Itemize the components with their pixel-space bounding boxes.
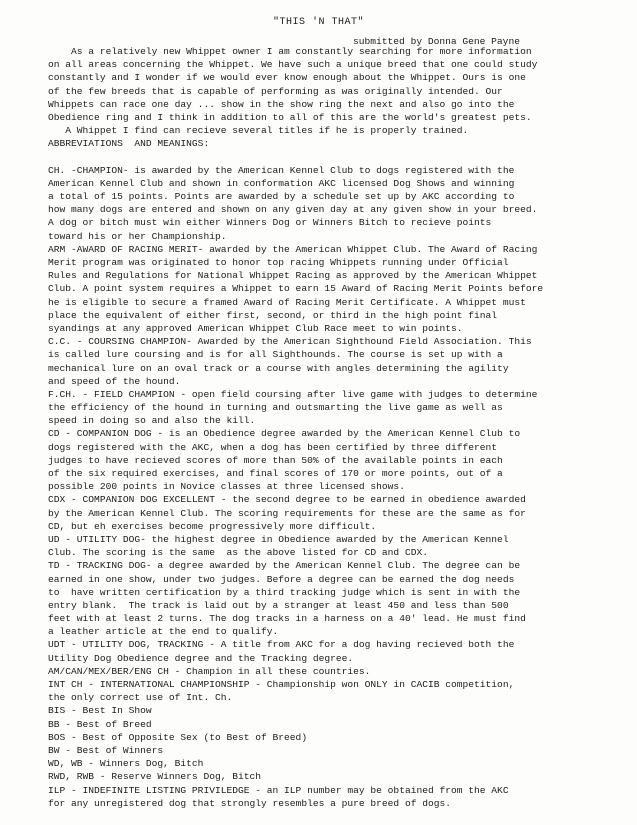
text-line: ILP - INDEFINITE LISTING PRIVILEDGE - an ILP number may be obtained from the AKC <box>48 784 509 796</box>
text-line: speed in doing so and also the kill. <box>48 415 256 427</box>
text-line: on all areas concerning the Whippet. We have such a unique breed that one could study <box>48 59 538 71</box>
text-line: he is eligible to secure a framed Award of Racing Merit Certificate. A Whippet must <box>48 296 526 308</box>
text-line: and speed of the hound. <box>48 375 181 387</box>
author-byline: submitted by Donna Gene Payne <box>353 36 520 47</box>
text-line: C.C. - COURSING CHAMPION- Awarded by the American Sighthound Field Association. This <box>48 336 532 348</box>
text-line: UDT - UTILITY DOG, TRACKING - A title from AKC for a dog having recieved both the <box>48 639 515 651</box>
text-line: ARM -AWARD OF RACING MERIT- awarded by the American Whippet Club. The Award of Racing <box>48 243 538 255</box>
text-line: RWD, RWB - Reserve Winners Dog, Bitch <box>48 771 262 783</box>
text-line: the only correct use of Int. Ch. <box>48 692 233 704</box>
text-line: CD, but eh exercises become progressively more difficult. <box>48 520 377 532</box>
text-line: for any unregistered dog that strongly resembles a pure breed of dogs. <box>48 797 452 809</box>
text-line: the efficiency of the hound in turning and outsmarting the live game as well as <box>48 402 503 414</box>
text-line: A Whippet I find can recieve several titles if he is properly trained. <box>48 125 469 137</box>
text-line: syandings at any approved American Whippet Club Race meet to win points. <box>48 322 463 334</box>
text-line: a leather article at the end to qualify. <box>48 626 279 638</box>
text-line <box>48 151 608 164</box>
text-line: of the few breeds that is capable of performing as was originally intended. Our <box>48 85 503 97</box>
text-line: TD - TRACKING DOG- a degree awarded by the American Kennel Club. The degree can be <box>48 560 521 572</box>
text-line: a total of 15 points. Points are awarded by a schedule set up by AKC according to <box>48 191 515 203</box>
text-line: is called lure coursing and is for all Sighthounds. The course is set up with a <box>48 349 503 361</box>
text-line: BB - Best of Breed <box>48 718 152 730</box>
document-body <box>48 45 608 810</box>
text-line: of the six required exercises, and final scores of 170 or more points, out of a <box>48 468 503 479</box>
text-line: A dog or bitch must win either Winners Dog or Winners Bitch to recieve points <box>48 217 492 229</box>
text-line: Obedience ring and I think in addition to all of this are the world's greatest pets. <box>48 111 532 123</box>
text-line: Utility Dog Obedience degree and the Tracking degree. <box>48 652 354 664</box>
text-line: CDX - COMPANION DOG EXCELLENT - the second degree to be earned in obedience awarded <box>48 494 526 506</box>
text-line: ABBREVIATIONS AND MEANINGS: <box>48 138 210 150</box>
text-line: judges to have recieved scores of more than 50% of the available points in each <box>48 454 503 466</box>
text-line: American Kennel Club and shown in conformation AKC licensed Dog Shows and winning <box>48 177 515 189</box>
text-line: WD, WB - Winners Dog, Bitch <box>48 758 204 770</box>
text-line: toward his or her Championship. <box>48 230 227 242</box>
text-line: place the equivalent of either first, second, or third in the high point final <box>48 309 498 321</box>
text-line: constantly and I wonder if we would ever know enough about the Whippet. Ours is one <box>48 72 526 84</box>
text-line: CH. -CHAMPION- is awarded by the American Kennel Club to dogs registered with the <box>48 164 515 176</box>
text-line: to have written certification by a third tracking judge which is sent in with the <box>48 586 521 598</box>
text-line: BW - Best of Winners <box>48 744 164 756</box>
text-line: INT CH - INTERNATIONAL CHAMPIONSHIP - Championship won ONLY in CACIB competition, <box>48 679 515 690</box>
text-line: As a relatively new Whippet owner I am constantly searching for more information <box>48 46 532 57</box>
text-line: by the American Kennel Club. The scoring requirements for these are the same as for <box>48 507 526 519</box>
text-line: CD - COMPANION DOG - is an Obedience degree awarded by the American Kennel Club to <box>48 428 521 440</box>
text-line: dogs registered with the AKC, when a dog has been certified by three different <box>48 441 498 453</box>
text-line: how many dogs are entered and shown on any given day at any given show in your breed. <box>48 204 538 216</box>
text-line: possible 200 points in Novice classes at three licensed shows. <box>48 481 405 493</box>
text-line: Whippets can race one day ... show in the show ring the next and also go into the <box>48 98 515 110</box>
text-line: Merit program was originated to honor top racing Whippets running under Official <box>48 257 509 268</box>
text-line: Club. A point system requires a Whippet to earn 15 Award of Racing Merit Points before <box>48 283 544 295</box>
text-line: Club. The scoring is the same as the above listed for CD and CDX. <box>48 547 428 559</box>
text-line: mechanical lure on an oval track or a course with angles determining the agility <box>48 362 509 374</box>
text-line: UD - UTILITY DOG- the highest degree in Obedience awarded by the American Kennel <box>48 533 509 545</box>
text-line: BOS - Best of Opposite Sex (to Best of Breed) <box>48 731 308 743</box>
text-line: earned in one show, under two judges. Before a degree can be earned the dog needs <box>48 573 515 585</box>
text-line: AM/CAN/MEX/BER/ENG CH - Champion in all these countries. <box>48 665 371 677</box>
text-line: Rules and Regulations for National Whippet Racing as approved by the American Whippet <box>48 270 538 282</box>
text-line: F.CH. - FIELD CHAMPION - open field coursing after live game with judges to determine <box>48 388 538 400</box>
document-title: "THIS 'N THAT" <box>272 17 364 28</box>
text-line: entry blank. The track is laid out by a stranger at least 450 and less than 500 <box>48 599 509 611</box>
text-line: feet with at least 2 turns. The dog tracks in a harness on a 40' lead. He must find <box>48 613 526 625</box>
text-line: BIS - Best In Show <box>48 705 152 717</box>
